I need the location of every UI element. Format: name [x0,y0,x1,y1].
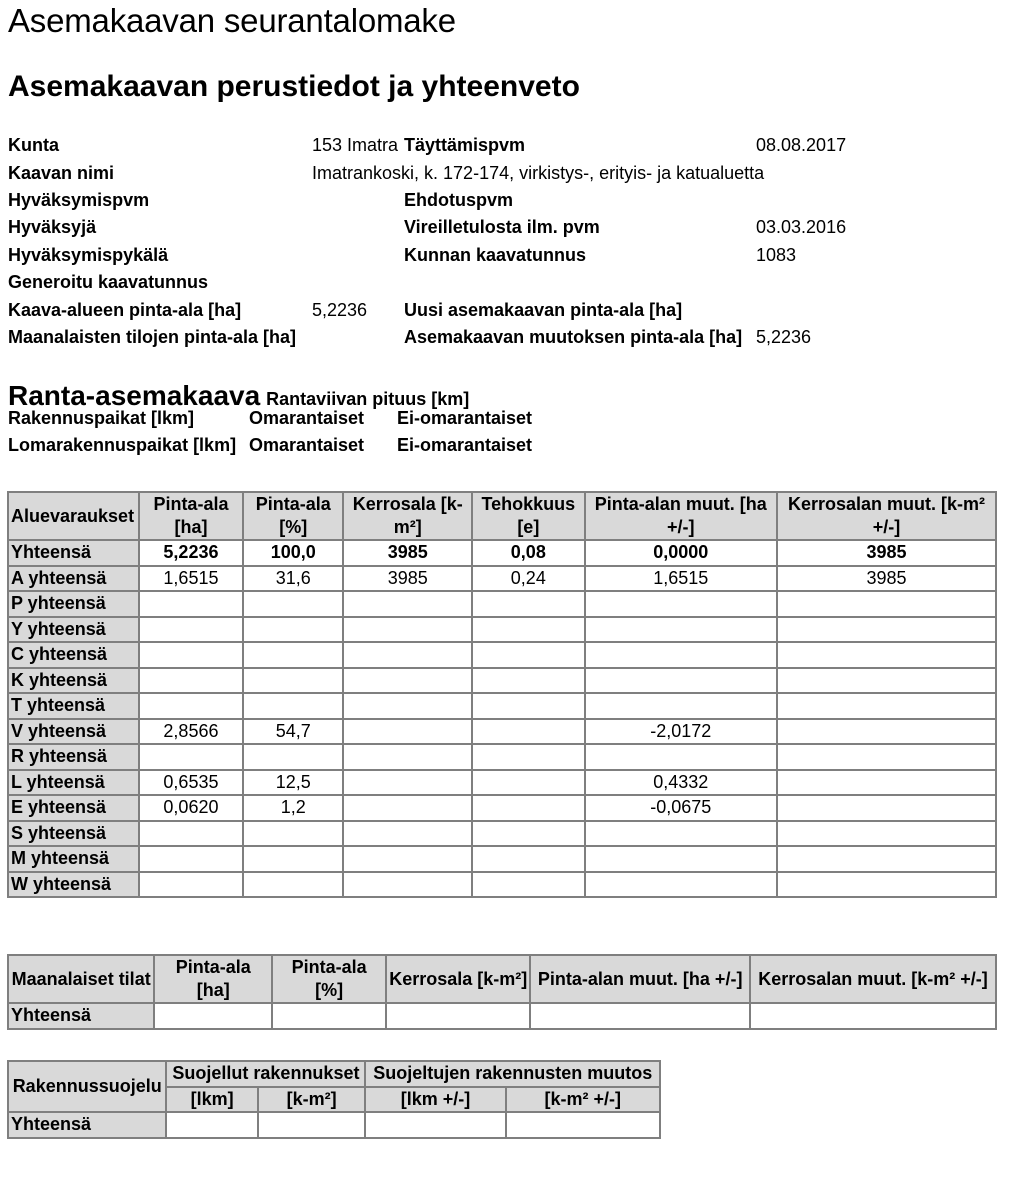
table-cell [244,618,342,642]
col-header: Pinta-ala [ha] [140,493,242,539]
row-label: S yhteensä [9,822,138,846]
table-cell [140,745,242,769]
ranta-ei-omarantaiset: Ei-omarantaiset [397,407,533,428]
row-label: Yhteensä [9,1004,153,1028]
table-cell: 3985 [778,567,995,591]
table-row [9,771,995,795]
table-row [9,822,995,846]
table-cell: 0,24 [473,567,583,591]
info-value [312,269,404,296]
maanalaiset-tilat-table [7,954,997,1030]
info-value [756,187,846,214]
table-cell [344,822,471,846]
table-cell: 54,7 [244,720,342,744]
table-cell [140,873,242,897]
table-cell: 31,6 [244,567,342,591]
basic-info-table [8,132,846,351]
col-subheader: [k-m² +/-] [507,1088,659,1112]
table-cell [259,1113,365,1137]
table-cell: -0,0675 [586,796,777,820]
info-value: 1083 [756,244,797,265]
shoreline-label: Rantaviivan pituus [km] [266,389,470,409]
ranta-row-label: Lomarakennuspaikat [lkm] [8,435,237,456]
table-cell [244,745,342,769]
info-label: Kaavan nimi [8,162,115,183]
table-cell [586,745,777,769]
table-cell [778,796,995,820]
info-label: Hyväksyjä [8,217,97,238]
section-title: Asemakaavan perustiedot ja yhteenveto [8,70,580,103]
table-cell [778,720,995,744]
table-cell [473,669,583,693]
info-label: Hyväksymispykälä [8,244,169,265]
table-cell [344,643,471,667]
row-label: A yhteensä [9,567,138,591]
ranta-omarantaiset: Omarantaiset [249,407,365,428]
table-cell [387,1004,529,1028]
table-cell [473,822,583,846]
row-label: P yhteensä [9,592,138,616]
table-row [9,720,995,744]
table-cell [140,822,242,846]
table-cell [473,618,583,642]
table-cell [473,796,583,820]
table-cell [344,618,471,642]
ranta-title: Ranta-asemakaava [8,380,261,411]
col-group-header: Suojellut rakennukset [167,1062,364,1086]
info-label: Asemakaavan muutoksen pinta-ala [ha] [404,326,743,347]
col-header: Kerrosala [k-m²] [344,493,471,539]
row-label: L yhteensä [9,771,138,795]
row-label: K yhteensä [9,669,138,693]
table-cell [778,822,995,846]
row-label: Yhteensä [9,541,138,565]
table-cell [778,618,995,642]
info-label: Kunnan kaavatunnus [404,244,587,265]
info-label: Kaava-alueen pinta-ala [ha] [8,299,242,320]
table-row [9,847,995,871]
col-header: Aluevaraukset [9,493,138,539]
table-cell [140,847,242,871]
col-header: Pinta-alan muut. [ha +/-] [586,493,777,539]
info-label: Vireilletulosta ilm. pvm [404,217,600,238]
table-cell: 0,4332 [586,771,777,795]
col-header: Kerrosalan muut. [k-m² +/-] [751,956,995,1002]
row-label: E yhteensä [9,796,138,820]
table-cell [586,847,777,871]
table-cell [473,745,583,769]
table-cell [473,847,583,871]
table-cell: -2,0172 [586,720,777,744]
table-cell: 3985 [344,567,471,591]
col-subheader: [lkm] [167,1088,256,1112]
table-cell [778,745,995,769]
ranta-asemakaava-section [8,380,532,463]
table-cell [778,669,995,693]
info-row [8,214,846,241]
table-cell [778,592,995,616]
table-cell [344,771,471,795]
info-value [756,296,846,323]
table-cell [140,618,242,642]
col-header: Pinta-ala [%] [273,956,385,1002]
col-header: Kerrosala [k-m²] [387,956,529,1002]
table-cell [586,694,777,718]
table-cell [244,847,342,871]
info-row [8,324,846,351]
table-cell [473,873,583,897]
table-cell [344,847,471,871]
table-cell [586,592,777,616]
table-row [9,567,995,591]
row-label: T yhteensä [9,694,138,718]
table-cell [473,720,583,744]
table-cell [273,1004,385,1028]
rakennussuojelu-table [7,1060,661,1139]
info-label: Hyväksymispvm [8,189,150,210]
table-row [9,694,995,718]
table-cell [586,618,777,642]
col-subheader: [lkm +/-] [366,1088,504,1112]
col-header: Rakennussuojelu [9,1062,165,1111]
col-header: Maanalaiset tilat [9,956,153,1002]
info-value: Imatrankoski, k. 172-174, virkistys-, erityis- ja katualuetta [312,162,765,183]
table-cell [778,873,995,897]
table-cell [244,873,342,897]
info-value: 03.03.2016 [756,217,847,238]
table-cell [751,1004,995,1028]
info-row [8,132,846,159]
table-row [9,1004,995,1028]
table-cell [586,669,777,693]
col-header: Kerrosalan muut. [k-m² +/-] [778,493,995,539]
row-label: C yhteensä [9,643,138,667]
col-header: Pinta-ala [%] [244,493,342,539]
col-header: Pinta-ala [ha] [155,956,271,1002]
info-label: Uusi asemakaavan pinta-ala [ha] [404,299,683,320]
col-subheader: [k-m²] [259,1088,365,1112]
info-value: 5,2236 [756,326,812,347]
col-header: Tehokkuus [e] [473,493,583,539]
info-label: Maanalaisten tilojen pinta-ala [ha] [8,326,297,347]
table-cell [778,771,995,795]
table-cell [244,822,342,846]
info-value [312,242,404,269]
table-cell [507,1113,659,1137]
info-value: 153 Imatra [312,135,399,156]
info-value: 5,2236 [312,299,368,320]
info-label: Täyttämispvm [404,135,526,156]
table-cell [140,592,242,616]
info-value [756,269,846,296]
table-cell: 0,6535 [140,771,242,795]
info-label: Kunta [8,135,59,156]
table-cell: 3985 [778,541,995,565]
ranta-row-label: Rakennuspaikat [lkm] [8,407,195,428]
table-cell [473,771,583,795]
col-group-header: Suojeltujen rakennusten muutos [366,1062,659,1086]
table-cell: 1,6515 [586,567,777,591]
info-label [404,269,756,296]
info-row [8,242,846,269]
table-cell [244,592,342,616]
table-row [9,1113,659,1137]
info-row [8,159,846,186]
info-value: 08.08.2017 [756,135,847,156]
info-label: Ehdotuspvm [404,189,514,210]
table-cell: 1,6515 [140,567,242,591]
info-value [312,214,404,241]
table-cell: 0,08 [473,541,583,565]
table-row [9,796,995,820]
info-value [312,324,404,351]
info-row [8,296,846,323]
table-row [9,669,995,693]
table-cell [344,720,471,744]
row-label: Y yhteensä [9,618,138,642]
row-label: M yhteensä [9,847,138,871]
table-cell [344,694,471,718]
table-cell: 1,2 [244,796,342,820]
table-cell [244,694,342,718]
table-cell: 0,0620 [140,796,242,820]
row-label: V yhteensä [9,720,138,744]
table-cell [344,873,471,897]
table-cell [778,694,995,718]
row-label: R yhteensä [9,745,138,769]
table-row [9,745,995,769]
table-cell [473,694,583,718]
info-row [8,269,846,296]
table-cell: 5,2236 [140,541,242,565]
table-cell [586,873,777,897]
info-value [312,187,404,214]
table-cell [473,592,583,616]
col-header: Pinta-alan muut. [ha +/-] [531,956,749,1002]
table-cell: 100,0 [244,541,342,565]
table-cell [167,1113,256,1137]
table-cell [344,592,471,616]
table-row [9,592,995,616]
table-cell [586,643,777,667]
table-cell [366,1113,504,1137]
table-cell [344,796,471,820]
info-label: Generoitu kaavatunnus [8,272,209,293]
table-cell [473,643,583,667]
table-cell: 3985 [344,541,471,565]
table-cell [531,1004,749,1028]
info-row [8,187,846,214]
table-row [9,541,995,565]
row-label: W yhteensä [9,873,138,897]
page-title: Asemakaavan seurantalomake [8,2,456,39]
table-cell: 0,0000 [586,541,777,565]
table-cell: 12,5 [244,771,342,795]
aluevaraukset-table [7,491,997,898]
table-cell [140,643,242,667]
row-label: Yhteensä [9,1113,165,1137]
table-cell [344,669,471,693]
table-cell [778,847,995,871]
table-cell [155,1004,271,1028]
table-row [9,618,995,642]
table-cell [140,694,242,718]
table-cell [344,745,471,769]
table-cell [140,669,242,693]
ranta-omarantaiset: Omarantaiset [249,435,365,456]
table-row [9,643,995,667]
table-cell [586,822,777,846]
table-row [9,873,995,897]
ranta-ei-omarantaiset: Ei-omarantaiset [397,435,533,456]
table-cell [778,643,995,667]
table-cell [244,643,342,667]
table-cell [244,669,342,693]
table-cell: 2,8566 [140,720,242,744]
